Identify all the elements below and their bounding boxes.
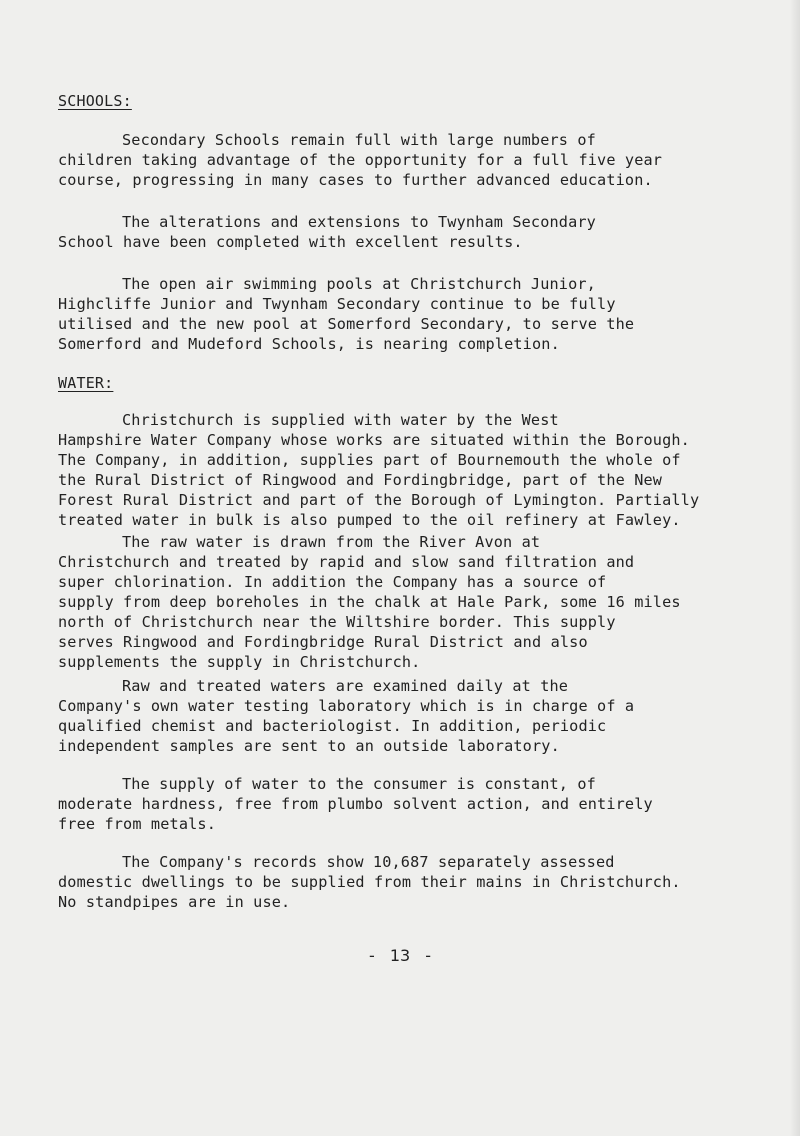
water-paragraph-5: The Company's records show 10,687 separately assessed domestic dwellings to be supplied from their mains in Christchurch. No standpipes are in use. bbox=[58, 853, 681, 911]
schools-paragraph-3: The open air swimming pools at Christchurch Junior, Highcliffe Junior and Twynham Secondary continue to be fully utilised and the new pool at Somerford Secondary, to serve the Somerford and Mudeford Schools, is nearing completion. bbox=[58, 275, 635, 353]
page-number: - 13 - bbox=[368, 946, 432, 965]
water-paragraph-2: The raw water is drawn from the River Avon at Christchurch and treated by rapid and slow sand filtration and super chlorination. In addition the Company has a source of supply from deep boreholes in the chalk at Hale Park, some 16 miles north of Christchurch near the Wiltshire border. This supply serves Ringwood and Fordingbridge Rural District and also supplements the supply in Christchurch. bbox=[58, 533, 681, 671]
schools-paragraph-1: Secondary Schools remain full with large numbers of children taking advantage of the opportunity for a full five year course, progressing in many cases to further advanced education. bbox=[58, 131, 663, 189]
schools-heading: SCHOOLS: bbox=[58, 92, 132, 110]
water-heading: WATER: bbox=[58, 374, 114, 392]
schools-paragraph-2: The alterations and extensions to Twynham Secondary School have been completed with excellent results. bbox=[58, 213, 596, 251]
water-paragraph-4: The supply of water to the consumer is constant, of moderate hardness, free from plumbo solvent action, and entirely free from metals. bbox=[58, 775, 653, 833]
page-edge-shadow bbox=[790, 0, 800, 1136]
water-paragraph-3: Raw and treated waters are examined daily at the Company's own water testing laboratory which is in charge of a qualified chemist and bacteriologist. In addition, periodic independent samples are sent to an outside laboratory. bbox=[58, 677, 635, 755]
water-paragraph-1: Christchurch is supplied with water by the West Hampshire Water Company whose works are situated within the Borough. The Company, in addition, supplies part of Bournemouth the whole of the Rural District of Ringwood and Fordingbridge, part of the New Forest Rural District and part of the Borough of Lymington. Partially treated water in bulk is also pumped to the oil refinery at Fawley. bbox=[58, 411, 700, 529]
